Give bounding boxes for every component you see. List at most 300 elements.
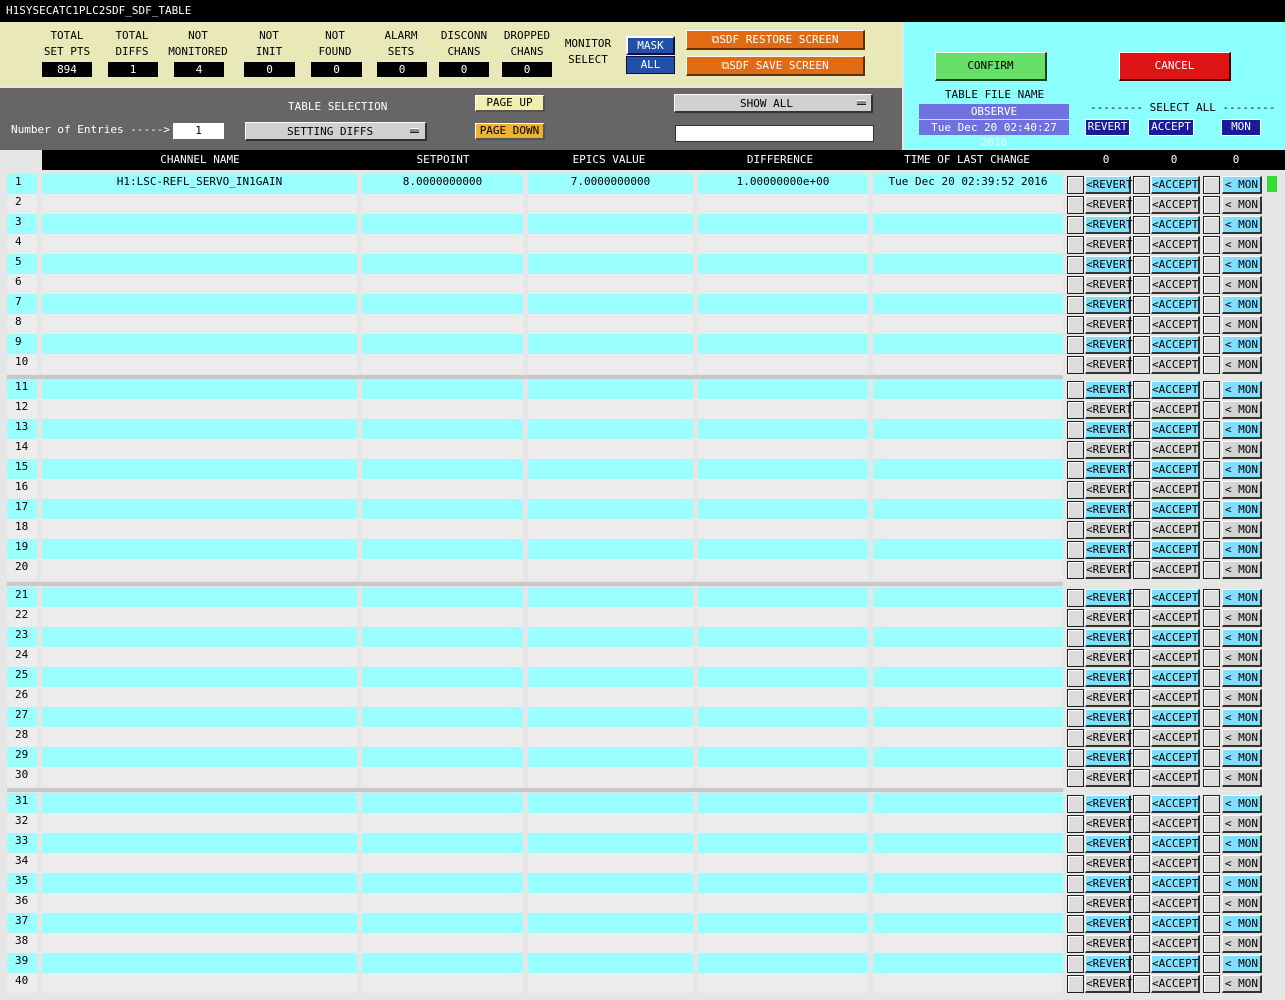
mon-button[interactable]: < MON bbox=[1222, 935, 1262, 953]
revert-button[interactable]: <REVERT bbox=[1085, 649, 1131, 667]
revert-checkbox[interactable] bbox=[1067, 729, 1084, 747]
revert-checkbox[interactable] bbox=[1067, 749, 1084, 767]
mon-checkbox[interactable] bbox=[1203, 769, 1220, 787]
filter-input[interactable] bbox=[675, 125, 874, 142]
accept-button[interactable]: <ACCEPT bbox=[1151, 176, 1200, 194]
revert-button[interactable]: <REVERT bbox=[1085, 356, 1131, 374]
revert-checkbox[interactable] bbox=[1067, 256, 1084, 274]
accept-button[interactable]: <ACCEPT bbox=[1151, 895, 1200, 913]
mon-checkbox[interactable] bbox=[1203, 176, 1220, 194]
revert-checkbox[interactable] bbox=[1067, 276, 1084, 294]
epics-value-cell bbox=[528, 767, 693, 787]
accept-checkbox[interactable] bbox=[1133, 875, 1150, 893]
revert-button[interactable]: <REVERT bbox=[1085, 875, 1131, 893]
revert-button[interactable]: <REVERT bbox=[1085, 316, 1131, 334]
revert-button[interactable]: <REVERT bbox=[1085, 216, 1131, 234]
setpoint-cell bbox=[362, 933, 523, 953]
difference-cell bbox=[698, 607, 868, 627]
mon-checkbox[interactable] bbox=[1203, 729, 1220, 747]
accept-checkbox[interactable] bbox=[1133, 895, 1150, 913]
mon-checkbox[interactable] bbox=[1203, 815, 1220, 833]
mon-checkbox[interactable] bbox=[1203, 609, 1220, 627]
accept-checkbox[interactable] bbox=[1133, 216, 1150, 234]
revert-button[interactable]: <REVERT bbox=[1085, 501, 1131, 519]
select-all-label: -------- SELECT ALL -------- bbox=[1090, 101, 1276, 114]
setpoint-cell bbox=[362, 767, 523, 787]
accept-button[interactable]: <ACCEPT bbox=[1151, 421, 1200, 439]
accept-button[interactable]: <ACCEPT bbox=[1151, 561, 1200, 579]
time-of-last-change-cell bbox=[873, 647, 1063, 667]
revert-button[interactable]: <REVERT bbox=[1085, 561, 1131, 579]
accept-checkbox[interactable] bbox=[1133, 795, 1150, 813]
mon-checkbox[interactable] bbox=[1203, 855, 1220, 873]
accept-button[interactable]: <ACCEPT bbox=[1151, 669, 1200, 687]
accept-button[interactable]: <ACCEPT bbox=[1151, 955, 1200, 973]
mon-button[interactable]: < MON bbox=[1222, 975, 1262, 993]
mon-button[interactable]: < MON bbox=[1222, 729, 1262, 747]
mask-button[interactable]: MASK bbox=[626, 36, 675, 55]
mon-button[interactable]: < MON bbox=[1222, 401, 1262, 419]
channel-name-cell bbox=[42, 687, 357, 707]
revert-checkbox[interactable] bbox=[1067, 501, 1084, 519]
revert-checkbox[interactable] bbox=[1067, 895, 1084, 913]
accept-button[interactable]: <ACCEPT bbox=[1151, 381, 1200, 399]
accept-button[interactable]: <ACCEPT bbox=[1151, 855, 1200, 873]
accept-button[interactable]: <ACCEPT bbox=[1151, 461, 1200, 479]
revert-checkbox[interactable] bbox=[1067, 975, 1084, 993]
accept-checkbox[interactable] bbox=[1133, 316, 1150, 334]
mon-button[interactable]: < MON bbox=[1222, 709, 1262, 727]
revert-button[interactable]: <REVERT bbox=[1085, 296, 1131, 314]
accept-checkbox[interactable] bbox=[1133, 629, 1150, 647]
channel-name-cell bbox=[42, 354, 357, 374]
mon-button[interactable]: < MON bbox=[1222, 609, 1262, 627]
table-header bbox=[42, 150, 1285, 170]
revert-checkbox[interactable] bbox=[1067, 316, 1084, 334]
mon-button[interactable]: < MON bbox=[1222, 256, 1262, 274]
revert-button[interactable]: <REVERT bbox=[1085, 441, 1131, 459]
epics-value-cell bbox=[528, 667, 693, 687]
mon-button[interactable]: < MON bbox=[1222, 501, 1262, 519]
revert-button[interactable]: <REVERT bbox=[1085, 236, 1131, 254]
revert-checkbox[interactable] bbox=[1067, 296, 1084, 314]
mon-button[interactable]: < MON bbox=[1222, 915, 1262, 933]
revert-checkbox[interactable] bbox=[1067, 561, 1084, 579]
mon-button[interactable]: < MON bbox=[1222, 689, 1262, 707]
select-all-accept-button[interactable]: ACCEPT bbox=[1148, 119, 1194, 136]
revert-checkbox[interactable] bbox=[1067, 629, 1084, 647]
mon-checkbox[interactable] bbox=[1203, 336, 1220, 354]
mon-checkbox[interactable] bbox=[1203, 256, 1220, 274]
show-all-dropdown[interactable] bbox=[674, 94, 873, 113]
accept-button[interactable]: <ACCEPT bbox=[1151, 915, 1200, 933]
accept-button[interactable]: <ACCEPT bbox=[1151, 629, 1200, 647]
revert-button[interactable]: <REVERT bbox=[1085, 256, 1131, 274]
mon-checkbox[interactable] bbox=[1203, 955, 1220, 973]
alarm-sets-label: ALARM SETS bbox=[384, 29, 418, 58]
mon-checkbox[interactable] bbox=[1203, 629, 1220, 647]
channel-name-cell bbox=[42, 627, 357, 647]
setpoint-cell bbox=[362, 519, 523, 539]
revert-checkbox[interactable] bbox=[1067, 521, 1084, 539]
accept-checkbox[interactable] bbox=[1133, 176, 1150, 194]
accept-checkbox[interactable] bbox=[1133, 935, 1150, 953]
accept-checkbox[interactable] bbox=[1133, 955, 1150, 973]
time-of-last-change-cell bbox=[873, 853, 1063, 873]
revert-checkbox[interactable] bbox=[1067, 609, 1084, 627]
accept-checkbox[interactable] bbox=[1133, 521, 1150, 539]
revert-checkbox[interactable] bbox=[1067, 689, 1084, 707]
mon-button[interactable]: < MON bbox=[1222, 955, 1262, 973]
mon-checkbox[interactable] bbox=[1203, 835, 1220, 853]
row-number: 15 bbox=[7, 459, 37, 479]
mon-button[interactable]: < MON bbox=[1222, 541, 1262, 559]
time-of-last-change-cell bbox=[873, 893, 1063, 913]
mon-button[interactable]: < MON bbox=[1222, 216, 1262, 234]
revert-button[interactable]: <REVERT bbox=[1085, 629, 1131, 647]
revert-button[interactable]: <REVERT bbox=[1085, 769, 1131, 787]
accept-button[interactable]: <ACCEPT bbox=[1151, 649, 1200, 667]
revert-checkbox[interactable] bbox=[1067, 935, 1084, 953]
accept-button[interactable]: <ACCEPT bbox=[1151, 795, 1200, 813]
revert-button[interactable]: <REVERT bbox=[1085, 481, 1131, 499]
revert-button[interactable]: <REVERT bbox=[1085, 196, 1131, 214]
mon-checkbox[interactable] bbox=[1203, 401, 1220, 419]
accept-checkbox[interactable] bbox=[1133, 276, 1150, 294]
channel-name-cell bbox=[42, 893, 357, 913]
accept-checkbox[interactable] bbox=[1133, 381, 1150, 399]
mon-button[interactable]: < MON bbox=[1222, 196, 1262, 214]
accept-checkbox[interactable] bbox=[1133, 709, 1150, 727]
accept-checkbox[interactable] bbox=[1133, 649, 1150, 667]
sdf-save-screen-button[interactable] bbox=[686, 56, 865, 76]
accept-checkbox[interactable] bbox=[1133, 236, 1150, 254]
mon-button[interactable]: < MON bbox=[1222, 875, 1262, 893]
accept-checkbox[interactable] bbox=[1133, 561, 1150, 579]
mon-button[interactable]: < MON bbox=[1222, 461, 1262, 479]
revert-button[interactable]: <REVERT bbox=[1085, 955, 1131, 973]
revert-checkbox[interactable] bbox=[1067, 461, 1084, 479]
accept-button[interactable]: <ACCEPT bbox=[1151, 316, 1200, 334]
revert-checkbox[interactable] bbox=[1067, 356, 1084, 374]
revert-button[interactable]: <REVERT bbox=[1085, 176, 1131, 194]
revert-checkbox[interactable] bbox=[1067, 835, 1084, 853]
accept-button[interactable]: <ACCEPT bbox=[1151, 401, 1200, 419]
mon-checkbox[interactable] bbox=[1203, 795, 1220, 813]
mon-checkbox[interactable] bbox=[1203, 689, 1220, 707]
mon-button[interactable]: < MON bbox=[1222, 356, 1262, 374]
accept-checkbox[interactable] bbox=[1133, 855, 1150, 873]
revert-checkbox[interactable] bbox=[1067, 709, 1084, 727]
row-number: 16 bbox=[7, 479, 37, 499]
mon-checkbox[interactable] bbox=[1203, 561, 1220, 579]
mon-checkbox[interactable] bbox=[1203, 356, 1220, 374]
mon-button[interactable]: < MON bbox=[1222, 835, 1262, 853]
revert-button[interactable]: <REVERT bbox=[1085, 669, 1131, 687]
mon-checkbox[interactable] bbox=[1203, 236, 1220, 254]
mon-checkbox[interactable] bbox=[1203, 895, 1220, 913]
revert-checkbox[interactable] bbox=[1067, 769, 1084, 787]
mon-button[interactable]: < MON bbox=[1222, 769, 1262, 787]
accept-checkbox[interactable] bbox=[1133, 729, 1150, 747]
mon-button[interactable]: < MON bbox=[1222, 236, 1262, 254]
accept-button[interactable]: <ACCEPT bbox=[1151, 709, 1200, 727]
row-number: 33 bbox=[7, 833, 37, 853]
accept-checkbox[interactable] bbox=[1133, 196, 1150, 214]
accept-button[interactable]: <ACCEPT bbox=[1151, 589, 1200, 607]
mon-button[interactable]: < MON bbox=[1222, 855, 1262, 873]
mon-button[interactable]: < MON bbox=[1222, 589, 1262, 607]
difference-cell bbox=[698, 873, 868, 893]
accept-checkbox[interactable] bbox=[1133, 441, 1150, 459]
mon-checkbox[interactable] bbox=[1203, 481, 1220, 499]
accept-button[interactable]: <ACCEPT bbox=[1151, 935, 1200, 953]
revert-checkbox[interactable] bbox=[1067, 815, 1084, 833]
mon-checkbox[interactable] bbox=[1203, 975, 1220, 993]
row-number: 39 bbox=[7, 953, 37, 973]
setpoint-cell bbox=[362, 667, 523, 687]
mon-checkbox[interactable] bbox=[1203, 935, 1220, 953]
revert-checkbox[interactable] bbox=[1067, 649, 1084, 667]
accept-checkbox[interactable] bbox=[1133, 835, 1150, 853]
revert-button[interactable]: <REVERT bbox=[1085, 589, 1131, 607]
revert-button[interactable]: <REVERT bbox=[1085, 381, 1131, 399]
accept-checkbox[interactable] bbox=[1133, 749, 1150, 767]
accept-button[interactable]: <ACCEPT bbox=[1151, 256, 1200, 274]
mon-button[interactable]: < MON bbox=[1222, 521, 1262, 539]
accept-checkbox[interactable] bbox=[1133, 461, 1150, 479]
row-number: 32 bbox=[7, 813, 37, 833]
row-number: 10 bbox=[7, 354, 37, 374]
row-number: 35 bbox=[7, 873, 37, 893]
accept-button[interactable]: <ACCEPT bbox=[1151, 815, 1200, 833]
accept-button[interactable]: <ACCEPT bbox=[1151, 216, 1200, 234]
accept-checkbox[interactable] bbox=[1133, 769, 1150, 787]
revert-button[interactable]: <REVERT bbox=[1085, 421, 1131, 439]
mon-button[interactable]: < MON bbox=[1222, 441, 1262, 459]
revert-button[interactable]: <REVERT bbox=[1085, 855, 1131, 873]
not-monitored-label: NOT MONITORED bbox=[168, 29, 228, 58]
mon-checkbox[interactable] bbox=[1203, 875, 1220, 893]
mon-button[interactable]: < MON bbox=[1222, 749, 1262, 767]
mon-button[interactable]: < MON bbox=[1222, 276, 1262, 294]
revert-button[interactable]: <REVERT bbox=[1085, 521, 1131, 539]
accept-checkbox[interactable] bbox=[1133, 589, 1150, 607]
mon-button[interactable]: < MON bbox=[1222, 795, 1262, 813]
revert-checkbox[interactable] bbox=[1067, 875, 1084, 893]
revert-checkbox[interactable] bbox=[1067, 421, 1084, 439]
revert-button[interactable]: <REVERT bbox=[1085, 709, 1131, 727]
mon-button[interactable]: < MON bbox=[1222, 381, 1262, 399]
revert-button[interactable]: <REVERT bbox=[1085, 336, 1131, 354]
accept-checkbox[interactable] bbox=[1133, 401, 1150, 419]
row-number: 6 bbox=[7, 274, 37, 294]
accept-button[interactable]: <ACCEPT bbox=[1151, 875, 1200, 893]
revert-checkbox[interactable] bbox=[1067, 176, 1084, 194]
mon-button[interactable]: < MON bbox=[1222, 629, 1262, 647]
time-of-last-change-cell bbox=[873, 379, 1063, 399]
accept-checkbox[interactable] bbox=[1133, 256, 1150, 274]
revert-checkbox[interactable] bbox=[1067, 441, 1084, 459]
accept-checkbox[interactable] bbox=[1133, 356, 1150, 374]
mon-checkbox[interactable] bbox=[1203, 649, 1220, 667]
difference-cell bbox=[698, 479, 868, 499]
accept-checkbox[interactable] bbox=[1133, 669, 1150, 687]
revert-checkbox[interactable] bbox=[1067, 915, 1084, 933]
mon-checkbox[interactable] bbox=[1203, 196, 1220, 214]
accept-button[interactable]: <ACCEPT bbox=[1151, 975, 1200, 993]
revert-button[interactable]: <REVERT bbox=[1085, 795, 1131, 813]
mon-checkbox[interactable] bbox=[1203, 461, 1220, 479]
sdf-restore-screen-button[interactable] bbox=[686, 30, 865, 50]
mon-button[interactable]: < MON bbox=[1222, 421, 1262, 439]
mon-checkbox[interactable] bbox=[1203, 216, 1220, 234]
accept-button[interactable]: <ACCEPT bbox=[1151, 356, 1200, 374]
accept-button[interactable]: <ACCEPT bbox=[1151, 196, 1200, 214]
mon-button[interactable]: < MON bbox=[1222, 561, 1262, 579]
time-of-last-change-cell bbox=[873, 399, 1063, 419]
channel-name-cell bbox=[42, 519, 357, 539]
mon-checkbox[interactable] bbox=[1203, 915, 1220, 933]
revert-button[interactable]: <REVERT bbox=[1085, 609, 1131, 627]
mon-checkbox[interactable] bbox=[1203, 441, 1220, 459]
accept-checkbox[interactable] bbox=[1133, 915, 1150, 933]
mon-button[interactable]: < MON bbox=[1222, 895, 1262, 913]
revert-button[interactable]: <REVERT bbox=[1085, 815, 1131, 833]
difference-cell bbox=[698, 314, 868, 334]
revert-checkbox[interactable] bbox=[1067, 401, 1084, 419]
accept-checkbox[interactable] bbox=[1133, 296, 1150, 314]
accept-button[interactable]: <ACCEPT bbox=[1151, 609, 1200, 627]
page-up-button[interactable]: PAGE UP bbox=[475, 95, 545, 112]
revert-button[interactable]: <REVERT bbox=[1085, 461, 1131, 479]
row-number: 18 bbox=[7, 519, 37, 539]
accept-button[interactable]: <ACCEPT bbox=[1151, 336, 1200, 354]
time-of-last-change-cell bbox=[873, 813, 1063, 833]
revert-checkbox[interactable] bbox=[1067, 381, 1084, 399]
mon-button[interactable]: < MON bbox=[1222, 336, 1262, 354]
table-selection-dropdown[interactable] bbox=[245, 122, 427, 141]
setpoint-cell bbox=[362, 647, 523, 667]
difference-cell bbox=[698, 667, 868, 687]
revert-checkbox[interactable] bbox=[1067, 481, 1084, 499]
mon-checkbox[interactable] bbox=[1203, 501, 1220, 519]
cancel-button[interactable]: CANCEL bbox=[1119, 52, 1231, 81]
revert-button[interactable]: <REVERT bbox=[1085, 895, 1131, 913]
mon-checkbox[interactable] bbox=[1203, 589, 1220, 607]
difference-cell bbox=[698, 647, 868, 667]
mon-button[interactable]: < MON bbox=[1222, 316, 1262, 334]
mon-checkbox[interactable] bbox=[1203, 316, 1220, 334]
revert-button[interactable]: <REVERT bbox=[1085, 749, 1131, 767]
mon-checkbox[interactable] bbox=[1203, 541, 1220, 559]
mon-checkbox[interactable] bbox=[1203, 276, 1220, 294]
revert-checkbox[interactable] bbox=[1067, 795, 1084, 813]
mon-button[interactable]: < MON bbox=[1222, 649, 1262, 667]
accept-button[interactable]: <ACCEPT bbox=[1151, 296, 1200, 314]
mon-button[interactable]: < MON bbox=[1222, 815, 1262, 833]
accept-button[interactable]: <ACCEPT bbox=[1151, 769, 1200, 787]
accept-checkbox[interactable] bbox=[1133, 501, 1150, 519]
accept-button[interactable]: <ACCEPT bbox=[1151, 481, 1200, 499]
accept-button[interactable]: <ACCEPT bbox=[1151, 729, 1200, 747]
revert-button[interactable]: <REVERT bbox=[1085, 401, 1131, 419]
time-of-last-change-cell bbox=[873, 953, 1063, 973]
accept-button[interactable]: <ACCEPT bbox=[1151, 521, 1200, 539]
mon-checkbox[interactable] bbox=[1203, 709, 1220, 727]
confirm-button[interactable]: CONFIRM bbox=[935, 52, 1047, 81]
revert-checkbox[interactable] bbox=[1067, 216, 1084, 234]
accept-button[interactable]: <ACCEPT bbox=[1151, 236, 1200, 254]
total-diffs-label: TOTAL DIFFS bbox=[115, 29, 149, 58]
accept-checkbox[interactable] bbox=[1133, 815, 1150, 833]
mon-checkbox[interactable] bbox=[1203, 749, 1220, 767]
setpoint-cell bbox=[362, 687, 523, 707]
revert-button[interactable]: <REVERT bbox=[1085, 835, 1131, 853]
revert-button[interactable]: <REVERT bbox=[1085, 276, 1131, 294]
accept-checkbox[interactable] bbox=[1133, 689, 1150, 707]
accept-button[interactable]: <ACCEPT bbox=[1151, 541, 1200, 559]
dropdown-arrow-icon bbox=[410, 128, 419, 133]
revert-checkbox[interactable] bbox=[1067, 336, 1084, 354]
revert-button[interactable]: <REVERT bbox=[1085, 541, 1131, 559]
mon-checkbox[interactable] bbox=[1203, 421, 1220, 439]
accept-checkbox[interactable] bbox=[1133, 541, 1150, 559]
time-of-last-change-cell bbox=[873, 439, 1063, 459]
revert-button[interactable]: <REVERT bbox=[1085, 975, 1131, 993]
revert-checkbox[interactable] bbox=[1067, 855, 1084, 873]
mon-button[interactable]: < MON bbox=[1222, 296, 1262, 314]
accept-button[interactable]: <ACCEPT bbox=[1151, 689, 1200, 707]
revert-button[interactable]: <REVERT bbox=[1085, 935, 1131, 953]
select-all-revert-button[interactable]: REVERT bbox=[1085, 119, 1130, 136]
revert-checkbox[interactable] bbox=[1067, 196, 1084, 214]
mon-checkbox[interactable] bbox=[1203, 381, 1220, 399]
revert-checkbox[interactable] bbox=[1067, 236, 1084, 254]
accept-button[interactable]: <ACCEPT bbox=[1151, 835, 1200, 853]
accept-button[interactable]: <ACCEPT bbox=[1151, 749, 1200, 767]
accept-checkbox[interactable] bbox=[1133, 336, 1150, 354]
mon-button[interactable]: < MON bbox=[1222, 481, 1262, 499]
dropped-chans-value: 0 bbox=[502, 62, 552, 77]
revert-checkbox[interactable] bbox=[1067, 955, 1084, 973]
accept-button[interactable]: <ACCEPT bbox=[1151, 276, 1200, 294]
accept-checkbox[interactable] bbox=[1133, 609, 1150, 627]
row-number: 37 bbox=[7, 913, 37, 933]
mon-checkbox[interactable] bbox=[1203, 521, 1220, 539]
mon-button[interactable]: < MON bbox=[1222, 669, 1262, 687]
accept-button[interactable]: <ACCEPT bbox=[1151, 501, 1200, 519]
accept-checkbox[interactable] bbox=[1133, 421, 1150, 439]
accept-checkbox[interactable] bbox=[1133, 975, 1150, 993]
revert-checkbox[interactable] bbox=[1067, 669, 1084, 687]
select-all-mon-button[interactable]: MON bbox=[1221, 119, 1261, 136]
mon-button[interactable]: < MON bbox=[1222, 176, 1262, 194]
revert-button[interactable]: <REVERT bbox=[1085, 915, 1131, 933]
page-down-button[interactable]: PAGE DOWN bbox=[475, 123, 545, 140]
revert-checkbox[interactable] bbox=[1067, 541, 1084, 559]
epics-value-cell bbox=[528, 793, 693, 813]
revert-button[interactable]: <REVERT bbox=[1085, 689, 1131, 707]
mon-checkbox[interactable] bbox=[1203, 296, 1220, 314]
all-button[interactable]: ALL bbox=[626, 56, 675, 74]
epics-value-cell bbox=[528, 274, 693, 294]
revert-button[interactable]: <REVERT bbox=[1085, 729, 1131, 747]
accept-button[interactable]: <ACCEPT bbox=[1151, 441, 1200, 459]
revert-checkbox[interactable] bbox=[1067, 589, 1084, 607]
accept-checkbox[interactable] bbox=[1133, 481, 1150, 499]
mon-checkbox[interactable] bbox=[1203, 669, 1220, 687]
